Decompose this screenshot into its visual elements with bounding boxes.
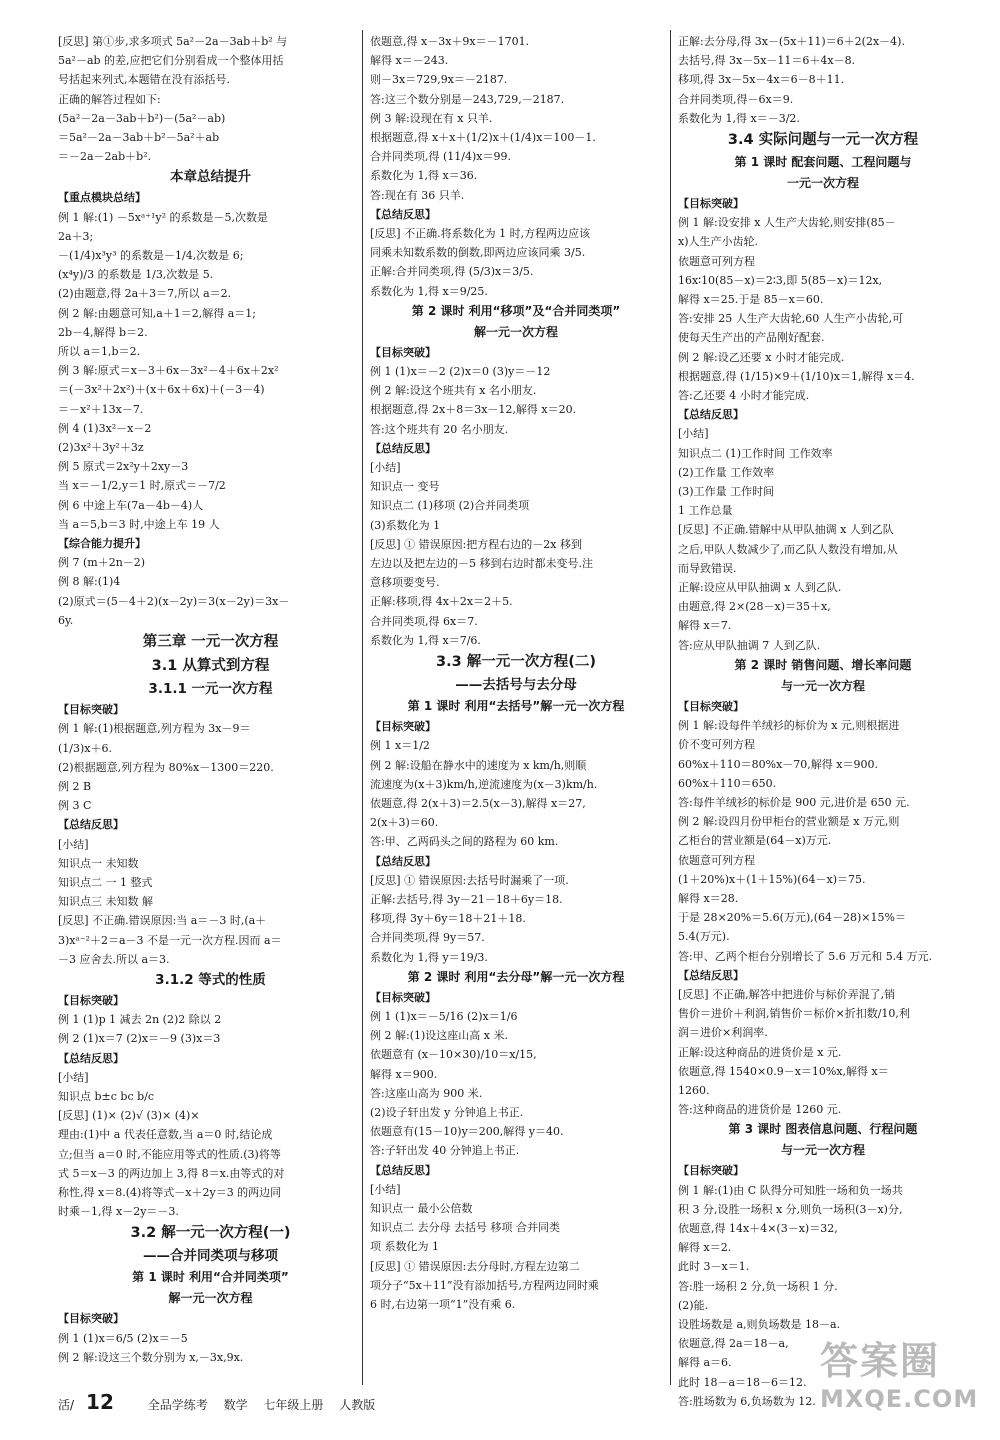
text-line: 解得 x＝900.	[370, 1067, 438, 1081]
text-line: 2a＋3;	[58, 229, 94, 243]
text-line: (2)工作量 工作效率	[678, 465, 775, 479]
lesson-heading: 解一元一次方程	[473, 324, 558, 339]
text-line: (2)原式＝(5－4＋2)(x－2y)＝3(x－2y)＝3x－	[58, 594, 290, 608]
text-line: 解得 a＝6.	[678, 1356, 732, 1370]
text-line: (3)工作量 工作时间	[678, 485, 775, 499]
column-right	[678, 32, 968, 1411]
block-label: 【目标突破】	[678, 1164, 744, 1178]
block-label: 【总结反思】	[678, 968, 744, 982]
text-line: 正解:合并同类项,得 (5/3)x＝3/5.	[370, 265, 534, 279]
text-line: [反思] ① 错误原因:去括号时漏乘了一项.	[370, 873, 569, 887]
text-line: 立;但当 a＝0 时,不能应用等式的性质.(3)将等	[58, 1147, 281, 1161]
section-heading: 3.4 实际问题与一元一次方程	[727, 132, 919, 149]
subsection-heading: ——去括号与去分母	[455, 677, 577, 694]
text-line: 依题意,得 14x＋4×(3－x)＝32,	[678, 1221, 838, 1235]
text-line: 例 6 中途上车(7a－4b－4)人	[58, 498, 204, 512]
text-line: (5a²－2a－3ab＋b²)－(5a²－ab)	[58, 111, 226, 125]
block-label: 【总结反思】	[678, 408, 744, 422]
text-line: 去括号,得 3x－5x－11＝6＋4x－8.	[678, 54, 856, 68]
text-line: 例 7 (m＋2n－2)	[58, 556, 146, 570]
text-line: 式 5＝x－3 的两边加上 3,得 8＝x.由等式的对	[58, 1166, 285, 1180]
text-line: (2)由题意,得 2a＋3＝7,所以 a＝2.	[58, 287, 232, 301]
text-line: 例 1 解:设每件羊绒衫的标价为 x 元,则根据进	[678, 719, 900, 733]
block-label: 【目标突破】	[370, 720, 436, 734]
text-line: 例 4 (1)3x²－x－2	[58, 421, 152, 435]
text-line: 例 1 (1)x＝6/5 (2)x＝－5	[58, 1331, 188, 1345]
text-line: －3 应舍去.所以 a＝3.	[58, 952, 170, 966]
page-footer	[58, 1390, 387, 1414]
text-line: [反思] 不正确.将系数化为 1 时,方程两边应该	[370, 227, 591, 241]
text-line: 时乘－1,得 x－2y＝－3.	[58, 1205, 179, 1219]
subsection-heading: 本章总结提升	[170, 169, 251, 186]
text-line: 答:现在有 36 只羊.	[370, 188, 465, 202]
text-line: 答:甲、乙两个柜台分别增长了 5.6 万元和 5.4 万元.	[678, 949, 933, 963]
text-line: 答:这种商品的进货价是 1260 元.	[678, 1103, 842, 1117]
text-line: 则－3x＝729,9x＝－2187.	[370, 73, 508, 87]
text-line: ＝5a²－2a－3ab＋b²－5a²＋ab	[58, 131, 220, 145]
text-line: 系数化为 1,得 x＝7/6.	[370, 633, 481, 647]
text-line: 所以 a＝1,b＝2.	[58, 345, 141, 359]
text-line: 例 2 解:设这个班共有 x 名小朋友.	[370, 384, 537, 398]
text-line: 正解:去括号,得 3y－21－18＋6y＝18.	[370, 892, 563, 906]
text-line: (2)能.	[678, 1298, 709, 1312]
lesson-heading: 与一元一次方程	[780, 678, 865, 693]
block-label: 【目标突破】	[370, 990, 436, 1004]
text-line: 例 3 解:设现在有 x 只羊.	[370, 111, 493, 125]
block-label: 【目标突破】	[58, 993, 124, 1007]
column-divider	[670, 30, 671, 1385]
text-line: 例 2 解:设这三个数分别为 x,－3x,9x.	[58, 1350, 244, 1364]
text-line: 知识点三 未知数 解	[58, 895, 153, 909]
page-number: 12	[86, 1390, 114, 1414]
text-line: 正解:移项,得 4x＋2x＝2＋5.	[370, 595, 513, 609]
text-line: 解得 x＝2.	[678, 1241, 732, 1255]
text-line: 依题意,得 2(x＋3)＝2.5(x－3),解得 x＝27,	[370, 796, 586, 810]
text-line: 例 1 解:(1)由 C 队得分可知胜一场和负一场共	[678, 1183, 903, 1197]
text-line: 解得 x＝25.于是 85－x＝60.	[678, 293, 824, 307]
text-line: [反思] 不正确,解答中把进价与标价弄混了,销	[678, 987, 896, 1001]
text-line: 2b－4,解得 b＝2.	[58, 325, 148, 339]
block-label: 【总结反思】	[370, 441, 436, 455]
block-label: 【总结反思】	[58, 1051, 124, 1065]
text-line: (1/3)x＋6.	[58, 741, 112, 755]
text-line: 解得 x＝28.	[678, 891, 739, 905]
footer-edition: 人教版	[339, 1398, 376, 1412]
lesson-heading: 解一元一次方程	[168, 1291, 253, 1306]
lesson-heading: 与一元一次方程	[780, 1143, 865, 1158]
text-line: 答:子轩出发 40 分钟追上书正.	[370, 1144, 520, 1158]
text-line: 60%x＋110＝650.	[678, 776, 777, 790]
text-line: 例 2 B	[58, 779, 92, 793]
block-label: 【总结反思】	[370, 854, 436, 868]
text-line: 例 1 (1)x＝－2 (2)x＝0 (3)y＝－12	[370, 365, 551, 379]
text-line: 知识点二 去分母 去括号 移项 合并同类	[370, 1221, 560, 1235]
text-line: 售价＝进价＋利润,销售价＝标价×折扣数/10,利	[678, 1007, 910, 1021]
text-line: 项分子“5x＋11”没有添加括号,方程两边同时乘	[370, 1278, 599, 1292]
text-line: 理由:(1)中 a 代表任意数,当 a＝0 时,结论成	[58, 1128, 273, 1142]
text-line: 知识点二 (1)工作时间 工作效率	[678, 446, 833, 460]
text-line: 例 2 解:由题意可知,a＋1＝2,解得 a＝1;	[58, 306, 257, 320]
text-line: 6y.	[58, 613, 74, 627]
text-line: 答:乙还要 4 小时才能完成.	[678, 389, 810, 403]
text-line: 正解:设应从甲队抽调 x 人到乙队.	[678, 581, 842, 595]
text-line: 之后,甲队人数减少了,而乙队人数没有增加,从	[678, 542, 898, 556]
text-line: 答:每件羊绒衫的标价是 900 元,进价是 650 元.	[678, 795, 910, 809]
footer-grade: 七年级上册	[263, 1398, 324, 1412]
subsection-heading: 3.1.1 一元一次方程	[148, 681, 273, 698]
footer-book-title: 全品学练考	[147, 1398, 208, 1412]
lesson-heading: 第 1 课时 利用“去括号”解一元一次方程	[407, 699, 625, 714]
text-line: (3)系数化为 1	[370, 518, 441, 532]
lesson-heading: 第 3 课时 图表信息问题、行程问题	[728, 1122, 918, 1137]
text-line: 16x∶10(85－x)＝2∶3,即 5(85－x)＝12x,	[678, 273, 883, 287]
text-line: 于是 28×20%＝5.6(万元),(64－28)×15%＝	[678, 911, 906, 925]
text-line: 系数化为 1,得 x＝－3/2.	[678, 111, 800, 125]
text-line: [反思] ① 错误原因:去分母时,方程左边第二	[370, 1259, 580, 1273]
text-line: 依题意可列方程	[678, 254, 755, 268]
section-heading: 3.2 解一元一次方程(一)	[130, 1225, 291, 1242]
block-label: 【重点模块总结】	[58, 191, 146, 205]
text-line: [反思] 不正确.错解中从甲队抽调 x 人到乙队	[678, 523, 894, 537]
watermark-bottom: MXQE.COM	[820, 1385, 979, 1413]
block-label: 【目标突破】	[58, 703, 124, 717]
lesson-heading: 第 1 课时 利用“合并同类项”	[132, 1270, 289, 1285]
text-line: [反思] 第①步,求多项式 5a²－2a－3ab＋b² 与	[58, 35, 288, 48]
lesson-heading: 第 2 课时 利用“去分母”解一元一次方程	[407, 969, 625, 984]
text-line: 合并同类项,得 (11/4)x＝99.	[370, 150, 511, 164]
text-line: 答:这个班共有 20 名小朋友.	[370, 422, 509, 436]
text-line: 正确的解答过程如下:	[58, 92, 161, 106]
lesson-heading: 一元一次方程	[786, 176, 859, 191]
text-line: 1 工作总量	[678, 504, 733, 518]
text-line: (1＋20%)x＋(1＋15%)(64－x)＝75.	[678, 872, 866, 886]
block-label: 【总结反思】	[370, 1163, 436, 1177]
text-line: 合并同类项,得 9y＝57.	[370, 931, 485, 945]
text-line: 答:安排 25 人生产大齿轮,60 人生产小齿轮,可	[678, 312, 904, 326]
text-line: 意移项要变号.	[370, 576, 440, 590]
text-line: 依题意有(15－10)y＝200,解得 y＝40.	[370, 1125, 564, 1139]
subsection-heading: 3.1.2 等式的性质	[155, 971, 266, 988]
text-line: [小结]	[370, 461, 401, 475]
text-line: 例 1 (1)x＝－5/16 (2)x＝1/6	[370, 1009, 518, 1023]
text-line: 答:这三个数分别是－243,729,－2187.	[370, 92, 565, 106]
text-line: 例 2 解:设船在静水中的速度为 x km/h,则顺	[370, 758, 587, 772]
text-line: 例 3 解:原式＝x－3＋6x－3x²－4＋6x＋2x²	[58, 364, 279, 378]
text-line: 5a²－ab 的差,应把它们分别看成一个整体用括	[58, 54, 284, 68]
text-line: 例 2 (1)x＝7 (2)x＝－9 (3)x＝3	[58, 1032, 221, 1046]
text-line: 而导致错误.	[678, 561, 737, 575]
text-line: 移项,得 3y＋6y＝18＋21＋18.	[370, 912, 526, 926]
block-label: 【目标突破】	[370, 345, 436, 359]
text-line: 润＝进价×利润率.	[678, 1026, 768, 1040]
text-line: 例 3 C	[58, 799, 92, 813]
text-line: 依题意,得 2a＝18－a,	[678, 1337, 789, 1351]
text-line: 答:胜场数为 6,负场数为 12.	[678, 1394, 816, 1408]
text-line: 称性,得 x＝8.(4)将等式－x＋2y＝3 的两边同	[58, 1185, 282, 1199]
text-line: ＝(－3x²＋2x²)＋(x＋6x＋6x)＋(－3－4)	[58, 383, 265, 397]
text-line: (2)3x²＋3y²＋3z	[58, 441, 144, 455]
text-line: 乙柜台的营业额是(64－x)万元.	[678, 834, 832, 848]
text-line: －(1/4)x³y³ 的系数是－1/4,次数是 6;	[58, 249, 244, 263]
text-line: 例 1 解:(1) －5xᵃ⁺¹y² 的系数是－5,次数是	[58, 210, 269, 224]
lesson-heading: 第 1 课时 配套问题、工程问题与	[734, 155, 912, 170]
text-line: 合并同类项,得 6x＝7.	[370, 614, 478, 628]
text-line: 知识点 b±c bc b/c	[58, 1089, 155, 1103]
footer-subject: 数学	[223, 1398, 248, 1412]
lesson-heading: 第 2 课时 销售问题、增长率问题	[734, 657, 912, 672]
text-line: [小结]	[678, 427, 709, 441]
block-label: 【目标突破】	[678, 699, 744, 713]
text-line: 答:应从甲队抽调 7 人到乙队.	[678, 638, 821, 652]
text-line: 此时 3－x＝1.	[678, 1260, 750, 1274]
text-line: 例 8 解:(1)4	[58, 575, 121, 589]
text-line: [小结]	[58, 837, 89, 851]
text-line: 正解:设这种商品的进货价是 x 元.	[678, 1045, 842, 1059]
text-line: 知识点二 (1)移项 (2)合并同类项	[370, 499, 530, 513]
section-heading: 3.1 从算式到方程	[151, 658, 270, 675]
text-line: 根据题意,得 2x＋8＝3x－12,解得 x＝20.	[370, 403, 577, 417]
text-line: 例 1 解:(1)根据题意,列方程为 3x－9＝	[58, 722, 251, 736]
lesson-heading: 第 2 课时 利用“移项”及“合并同类项”	[411, 303, 621, 318]
text-line: 例 1 (1)p 1 减去 2n (2)2 除以 2	[58, 1013, 222, 1027]
text-line: 答:胜一场积 2 分,负一场积 1 分.	[678, 1279, 838, 1293]
text-line: 例 1 x＝1/2	[370, 739, 430, 753]
text-line: 当 x＝－1/2,y＝1 时,原式＝－7/2	[58, 479, 226, 493]
text-line: 例 1 解:设安排 x 人生产大齿轮,则安排(85－	[678, 216, 896, 230]
text-line: 解得 x＝7.	[678, 619, 732, 633]
text-line: 使每天生产出的产品刚好配套.	[678, 331, 825, 345]
text-line: (2)根据题意,列方程为 80%x－1300＝220.	[58, 760, 274, 774]
text-line: 系数化为 1,得 y＝19/3.	[370, 950, 488, 964]
section-heading: 3.3 解一元一次方程(二)	[436, 654, 596, 671]
text-line: x)人生产小齿轮.	[678, 235, 758, 249]
text-line: 例 2 解:(1)设这座山高 x 米.	[370, 1029, 508, 1043]
text-line: 依题意,得 1540×0.9－x＝10%x,解得 x＝	[678, 1064, 889, 1078]
text-line: [小结]	[370, 1182, 401, 1196]
text-line: 正解:去分母,得 3x－(5x＋11)＝6＋2(2x－4).	[678, 35, 905, 48]
text-line: 价不变可列方程	[678, 738, 755, 752]
text-line: 流速度为(x＋3)km/h,逆流速度为(x－3)km/h.	[370, 777, 598, 791]
text-line: 60%x＋110＝80%x－70,解得 x＝900.	[678, 757, 878, 771]
text-line: 解得 x＝－243.	[370, 54, 449, 68]
text-line: [反思] ① 错误原因:把方程右边的－2x 移到	[370, 537, 582, 551]
text-line: 左边以及把左边的－5 移到右边时都未变号.注	[370, 557, 593, 571]
text-line: 项 系数化为 1	[370, 1240, 439, 1254]
section-heading: 第三章 一元一次方程	[142, 634, 279, 651]
block-label: 【总结反思】	[58, 818, 124, 832]
text-line: 依题意,得 x－3x＋9x＝－1701.	[370, 35, 530, 48]
text-line: 系数化为 1,得 x＝9/25.	[370, 284, 488, 298]
text-line: 根据题意,得 (1/15)×9＋(1/10)x＝1,解得 x＝4.	[678, 369, 915, 383]
text-line: 根据题意,得 x＋x＋(1/2)x＋(1/4)x＝100－1.	[370, 131, 596, 145]
text-line: 同乘未知数系数的倒数,即两边应该同乘 3/5.	[370, 246, 586, 260]
text-line: 知识点一 最小公倍数	[370, 1201, 473, 1215]
text-line: [反思] (1)× (2)√ (3)× (4)×	[58, 1109, 200, 1123]
text-line: 2(x＋3)＝60.	[370, 816, 439, 830]
text-line: 3)xᵃ⁻²＋2＝a－3 不是一元一次方程.因而 a＝	[58, 933, 282, 947]
text-line: 例 2 解:设四月份甲柜台的营业额是 x 万元,则	[678, 815, 900, 829]
text-line: 系数化为 1,得 x＝36.	[370, 169, 478, 183]
text-line: 知识点一 未知数	[58, 856, 139, 870]
block-label: 【目标突破】	[678, 197, 744, 211]
text-line: 依题意有 (x－10×30)/10＝x/15,	[370, 1048, 537, 1062]
text-line: 例 2 解:设乙还要 x 小时才能完成.	[678, 350, 845, 364]
text-line: 6 时,右边第一项“1”没有乘 6.	[370, 1297, 516, 1311]
text-line: [反思] 不正确.错误原因:当 a＝－3 时,(a＋	[58, 914, 267, 928]
text-line: 移项,得 3x－5x－4x＝6－8＋11.	[678, 73, 845, 87]
block-label: 【综合能力提升】	[58, 537, 146, 551]
text-line: 例 5 原式＝2x²y＋2xy－3	[58, 460, 189, 474]
text-line: (x⁴y)/3 的系数是 1/3,次数是 5.	[58, 268, 214, 282]
text-line: (2)设子轩出发 y 分钟追上书正.	[370, 1105, 524, 1119]
text-line: 知识点一 变号	[370, 480, 440, 494]
text-line: 号括起来列式,本题错在没有添括号.	[58, 73, 230, 87]
watermark-top: 答案圈	[820, 1339, 941, 1383]
subsection-heading: ——合并同类项与移项	[143, 1248, 278, 1265]
footer-side-label: 活/	[58, 1398, 75, 1412]
text-line: [小结]	[58, 1070, 89, 1084]
column-divider	[362, 30, 363, 1385]
column-middle	[370, 32, 662, 1314]
text-line: 依题意可列方程	[678, 853, 755, 867]
text-line: 积 3 分,设胜一场积 x 分,则负一场积(3－x)分,	[678, 1202, 903, 1216]
text-line: 1260.	[678, 1083, 710, 1097]
text-line: 知识点二 一 1 整式	[58, 875, 153, 889]
text-line: 答:这座山高为 900 米.	[370, 1086, 483, 1100]
block-label: 【总结反思】	[370, 207, 436, 221]
text-line: 设胜场数是 a,则负场数是 18－a.	[678, 1317, 841, 1331]
text-line: ＝－x²＋13x－7.	[58, 402, 144, 416]
text-line: 5.4(万元).	[678, 930, 730, 944]
block-label: 【目标突破】	[58, 1312, 124, 1326]
text-line: 答:甲、乙两码头之间的路程为 60 km.	[370, 835, 559, 849]
column-left	[58, 32, 363, 1367]
text-line: 由题意,得 2×(28－x)＝35＋x,	[678, 600, 831, 614]
watermark	[820, 1330, 990, 1435]
text-line: 此时 18－a＝18－6＝12.	[678, 1375, 807, 1389]
text-line: 合并同类项,得－6x＝9.	[678, 92, 794, 106]
text-line: 当 a＝5,b＝3 时,中途上车 19 人	[58, 517, 220, 531]
text-line: ＝－2a－2ab＋b².	[58, 150, 152, 164]
